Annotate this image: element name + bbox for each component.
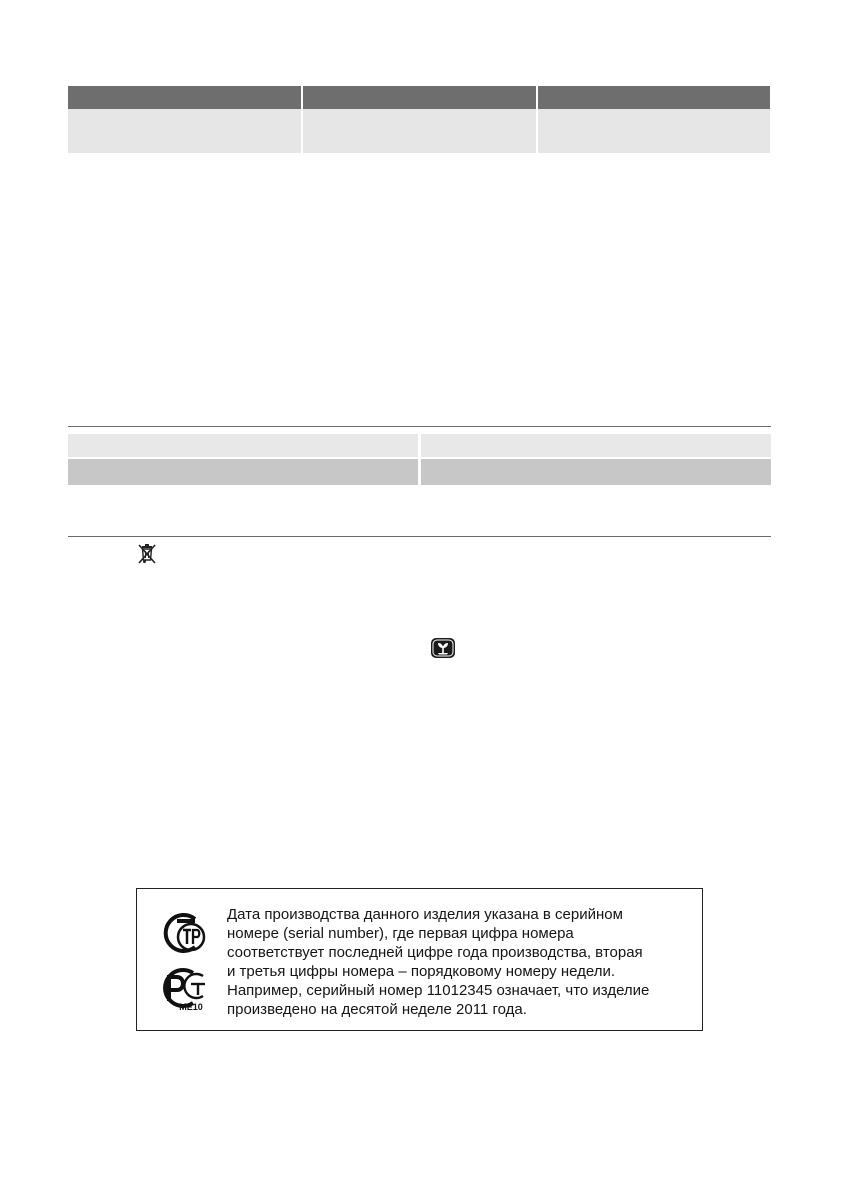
crossed-out-wheelie-bin-icon [136, 542, 158, 566]
top-table-cell-2 [303, 109, 536, 153]
gost-r-tr-certification-mark [155, 907, 207, 959]
info-line: соответствует последней цифре года производства, вторая [227, 944, 643, 961]
top-table-cell-1 [68, 109, 301, 153]
middle-table-row1-cell2 [421, 434, 771, 457]
production-date-text [227, 905, 697, 1019]
info-line: номере (serial number), где первая цифра номера [227, 925, 574, 942]
info-line: Например, серийный номер 11012345 означает, что изделие [227, 982, 650, 999]
mark-code-label: ME10 [179, 1002, 203, 1012]
table-bottom-rule [68, 536, 771, 537]
info-line: произведено на десятой неделе 2011 года. [227, 1001, 527, 1018]
top-table-header-cell-3 [538, 86, 770, 109]
top-table-header-cell-1 [68, 86, 301, 109]
recycle-plant-icon [430, 637, 456, 659]
top-table-header-cell-2 [303, 86, 536, 109]
middle-table-row2-cell1 [68, 459, 418, 485]
production-date-info-box [136, 888, 703, 1031]
middle-table-row2-cell2 [421, 459, 771, 485]
top-table-cell-3 [538, 109, 770, 153]
info-line: Дата производства данного изделия указана в серийном [227, 906, 623, 923]
middle-table-row1-cell1 [68, 434, 418, 457]
table-top-rule [68, 426, 771, 427]
info-line: и третья цифры номера – порядковому номеру недели. [227, 963, 616, 980]
certification-marks [155, 907, 207, 1017]
